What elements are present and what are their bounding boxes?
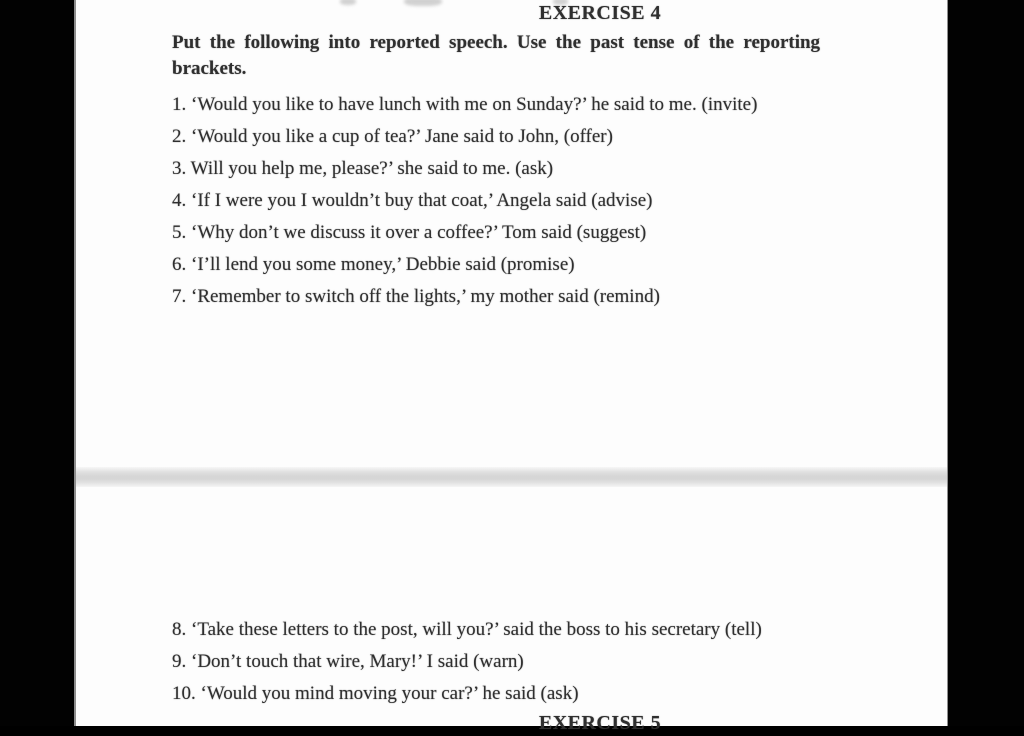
instruction-line-2: brackets. [172, 58, 247, 79]
exercise-items-8-to-10 [172, 614, 762, 710]
exercise-item-4: 4. ‘If I were you I wouldn’t buy that coat,’ Angela said (advise) [172, 190, 653, 211]
exercise-item-7: 7. ‘Remember to switch off the lights,’ my mother said (remind) [172, 286, 660, 307]
exercise-5-heading-cutoff: EXERCISE 5 [538, 712, 662, 734]
exercise-item-5: 5. ‘Why don’t we discuss it over a coffee?’ Tom said (suggest) [172, 222, 647, 243]
exercise-item-3: 3. Will you help me, please?’ she said to me. (ask) [172, 158, 554, 179]
exercise-item-8: 8. ‘Take these letters to the post, will you?’ said the boss to his secretary (tell) [172, 619, 762, 640]
exercise-4-heading: EXERCISE 4 [538, 2, 662, 24]
exercise-items-1-to-7 [172, 89, 757, 313]
scan-page-divider-band [76, 467, 947, 487]
left-black-bar [0, 0, 76, 726]
exercise-item-1: 1. ‘Would you like to have lunch with me on Sunday?’ he said to me. (invite) [172, 94, 758, 115]
exercise-item-6: 6. ‘I’ll lend you some money,’ Debbie said (promise) [172, 254, 575, 275]
exercise-item-9: 9. ‘Don’t touch that wire, Mary!’ I said (warn) [172, 651, 524, 672]
exercise-item-2: 2. ‘Would you like a cup of tea?’ Jane said to John, (offer) [172, 126, 613, 147]
scan-artifact-smudge [340, 0, 356, 5]
exercise-item-10: 10. ‘Would you mind moving your car?’ he said (ask) [172, 683, 579, 704]
right-black-bar [947, 0, 1024, 726]
scan-artifact-smudge [404, 0, 442, 6]
instruction-line-1: Put the following into reported speech. Use the past tense of the reporting [172, 32, 821, 53]
